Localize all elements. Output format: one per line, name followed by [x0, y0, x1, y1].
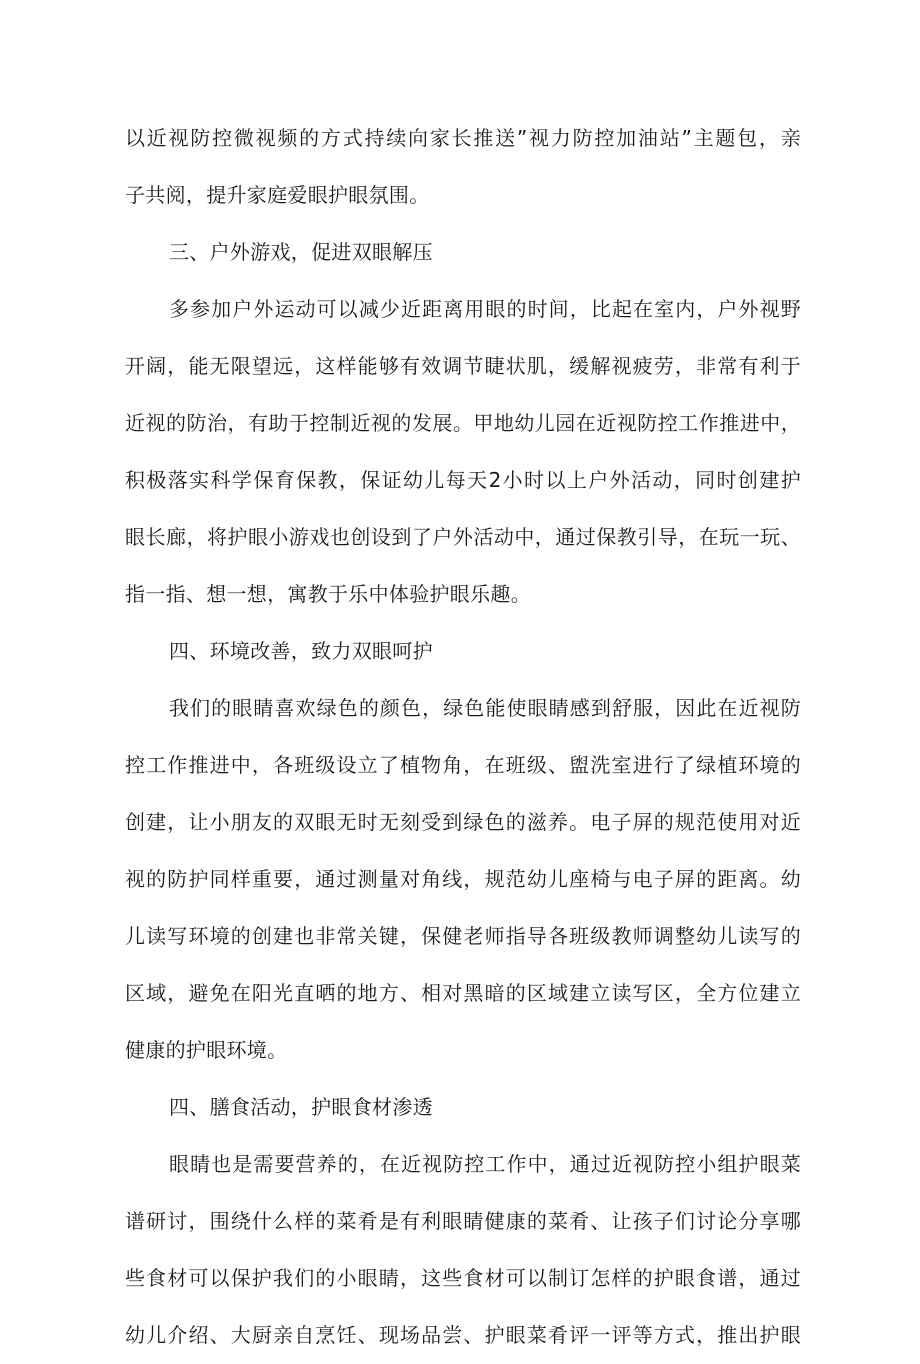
section-heading: 三、户外游戏，促进双眼解压	[169, 240, 433, 264]
paragraph-line: 指一指、想一想，寓教于乐中体验护眼乐趣。	[125, 582, 531, 606]
document-body	[125, 110, 801, 1364]
paragraph-line: 以近视防控微视频的方式持续向家长推送”视力防控加油站”主题包，亲	[125, 126, 801, 150]
paragraph-line: 开阔，能无限望远，这样能够有效调节睫状肌，缓解视疲劳，非常有利于	[125, 354, 801, 378]
paragraph-line: 健康的护眼环境。	[125, 1038, 288, 1062]
paragraph-line: 些食材可以保护我们的小眼睛，这些食材可以制订怎样的护眼食谱，通过	[125, 1266, 801, 1290]
paragraph-line: 创建，让小朋友的双眼无时无刻受到绿色的滋养。电子屏的规范使用对近	[125, 810, 801, 834]
paragraph-line: 子共阅，提升家庭爱眼护眼氛围。	[125, 183, 430, 207]
paragraph-line: 多参加户外运动可以减少近距离用眼的时间，比起在室内，户外视野	[169, 297, 801, 321]
paragraph-line: 我们的眼睛喜欢绿色的颜色，绿色能使眼睛感到舒服，因此在近视防	[169, 696, 801, 720]
paragraph-line: 控工作推进中，各班级设立了植物角，在班级、盥洗室进行了绿植环境的	[125, 753, 801, 777]
paragraph-line: 眼睛也是需要营养的，在近视防控工作中，通过近视防控小组护眼菜	[169, 1152, 801, 1176]
section-heading: 四、膳食活动，护眼食材渗透	[169, 1095, 433, 1119]
paragraph-line: 视的防护同样重要，通过测量对角线，规范幼儿座椅与电子屏的距离。幼	[125, 867, 801, 891]
section-heading: 四、环境改善，致力双眼呵护	[169, 639, 433, 663]
paragraph-line: 谱研讨，围绕什么样的菜肴是有利眼睛健康的菜肴、让孩子们讨论分享哪	[125, 1209, 801, 1233]
paragraph-line: 区域，避免在阳光直晒的地方、相对黑暗的区域建立读写区，全方位建立	[125, 981, 801, 1005]
paragraph-line: 儿读写环境的创建也非常关键，保健老师指导各班级教师调整幼儿读写的	[125, 924, 801, 948]
paragraph-line: 幼儿介绍、大厨亲自烹饪、现场品尝、护眼菜肴评一评等方式，推出护眼	[125, 1323, 801, 1347]
paragraph-line: 眼长廊，将护眼小游戏也创设到了户外活动中，通过保教引导，在玩一玩、	[125, 525, 801, 549]
paragraph-line: 近视的防治，有助于控制近视的发展。甲地幼儿园在近视防控工作推进中，	[125, 411, 801, 435]
paragraph-line: 积极落实科学保育保教，保证幼儿每天2小时以上户外活动，同时创建护	[125, 468, 801, 492]
